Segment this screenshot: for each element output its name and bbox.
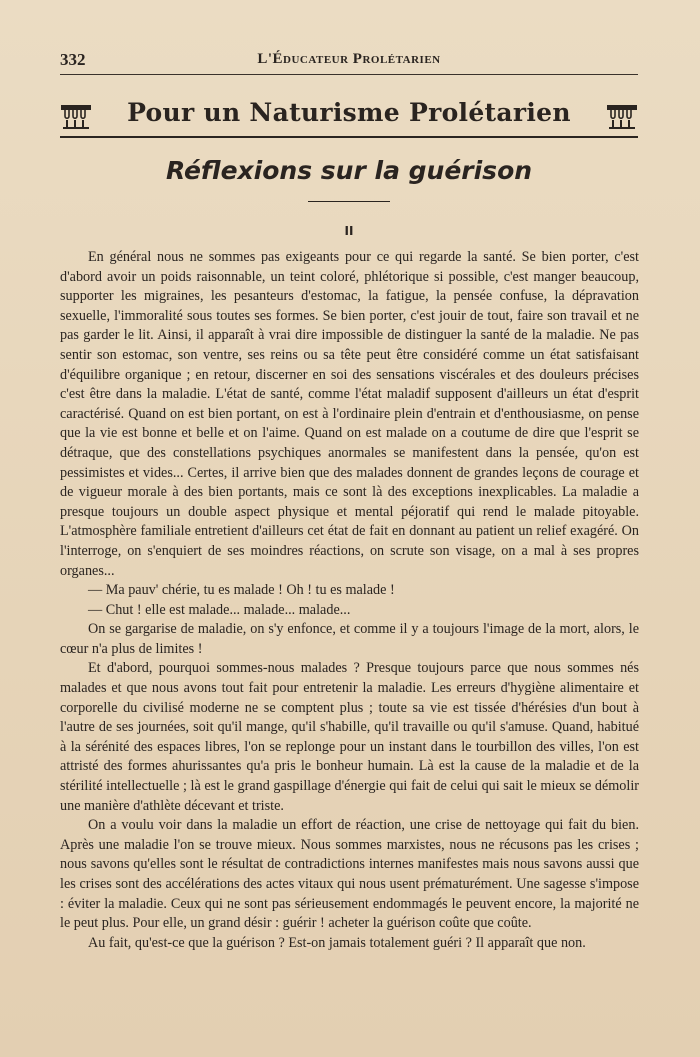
section-heading (60, 98, 638, 138)
title-divider (308, 201, 390, 202)
dialogue-line: — Chut ! elle est malade... malade... malade... (88, 601, 351, 618)
section-title: Pour un Naturisme Prolétarien (127, 98, 571, 127)
paragraph: On se gargarise de maladie, on s'y enfonce, et comme il y a toujours l'image de la mort, alors, le cœur n'a plus de limites ! (60, 621, 639, 657)
journal-title: L'Éducateur Prolétarien (257, 51, 441, 67)
running-header (60, 46, 638, 75)
article-title: Réflexions sur la guérison (165, 156, 533, 185)
dialogue-line: — Ma pauv' chérie, tu es malade ! Oh ! tu es malade ! (88, 582, 395, 599)
paragraph: Et d'abord, pourquoi sommes-nous malades ? Presque toujours parce que nous sommes nés malades et que nous avons tout fait pour entretenir la maladie. Les erreurs d'hygiène alimentaire et corporelle du civilisé moderne ne se comptent plus ; toute sa vie est tissée d'hérésies d'un bout à l'autre de ses journées, soit qu'il mange, qu'il s'habille, qu'il travaille ou qu'il s'amuse. Quand, habitué à la sérénité des espaces libres, l'on se replonge pour un instant dans le tourbillon des villes, l'on est attristé des formes ahurissantes qu'a pris le bonheur humain. Là est la cause de la maladie et de la stérilité intellectuelle ; là est le grand gaspillage d'énergie qui fait de celui qui sait le mieux se démolir une manière d'athlète décevant et triste. (60, 660, 639, 814)
article-body (60, 248, 639, 953)
paragraph: Au fait, qu'est-ce que la guérison ? Est-on jamais totalement guéri ? Il apparaît que non. (88, 934, 586, 951)
part-number: II (344, 224, 354, 238)
paragraph: En général nous ne sommes pas exigeants pour ce qui regarde la santé. Se bien porter, c'est d'abord avoir un poids raisonnable, un teint coloré, phlétorique si possible, c'est manger beaucoup, supporter les migraines, les pesanteurs d'estomac, la fatigue, la pensée confuse, la dépravation sexuelle, l'immoralité sous toutes ses formes. Se bien porter, c'est jouir de tout, faire son travail et ne pas garder le lit. Ainsi, il apparaît à vrai dire impossible de distinguer la santé de la maladie. Ne pas sentir son estomac, son ventre, ses reins ou sa tête peut être considéré comme un état satisfaisant d'équilibre organique ; en retour, discerner en soi des sensations viscérales et des douleurs précises c'est être dans la maladie. L'état de santé, comme l'état maladif supposent d'ailleurs un état d'esprit caractérisé. Quand on est bien portant, on est à l'ordinaire plein d'entrain et d'enthousiasme, on pense que la vie est bonne et belle et on l'aime. Quand on est malade on a coutume de dire que l'esprit se détraque, que des constellations psychiques anormales se manifestent dans la pensée, qu'on est pessimistes et vides... Certes, il arrive bien que des malades donnent de grandes leçons de courage et de vigueur morale à des bien portants, mais ce sont là des exceptions inexplicables. La maladie a presque toujours un double aspect physique et mental péjoratif qui rend le malade pitoyable. L'atmosphère familiale entretient d'ailleurs cet état de fait en donnant au patient un relief exagéré. On l'interroge, on s'enquiert de ses moindres réactions, on scrute son visage, on a mal à ses propres organes... (60, 249, 639, 579)
paragraph: On a voulu voir dans la maladie un effort de réaction, une crise de nettoyage qui fait du bien. Après une maladie l'on se trouve mieux. Nous sommes marxistes, nous ne récusons pas les crises ; nous savons qu'elles sont le résultat de contradictions internes manifestes mais nous savons aussi que les crises sont des accélérations des actes vitaux qui nous usent prématurément. Une sagesse s'impose : éviter la maladie. Ceux qui ne sont pas sérieusement endommagés le peuvent encore, la majorité ne le peut plus. Pour elle, un grand désir : guérir ! acheter la guérison coûte que coûte. (60, 817, 639, 932)
tripod-ornament-icon (606, 104, 638, 130)
page-number: 332 (60, 50, 86, 69)
